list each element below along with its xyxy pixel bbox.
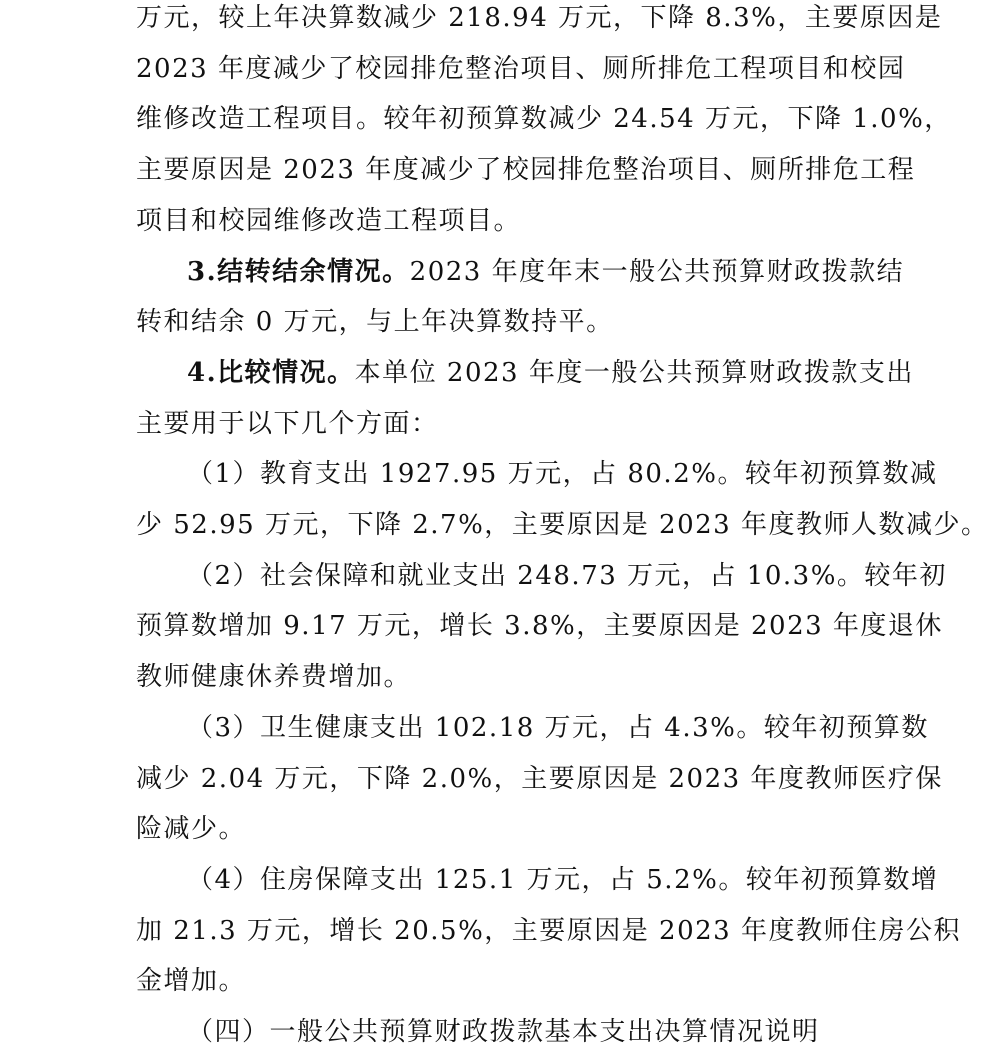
text-line [0, 155, 1000, 185]
line-content [136, 155, 916, 186]
paragraph-text: 金增加。 [136, 966, 247, 997]
text-line [0, 206, 1000, 236]
line-content [187, 560, 947, 591]
paragraph-text: （3）卫生健康支出 102.18 万元，占 4.3%。较年初预算数 [187, 712, 929, 743]
text-line [0, 561, 1000, 591]
paragraph-text: 教师健康休养费增加。 [136, 662, 412, 693]
line-content [136, 53, 906, 84]
line-content [136, 966, 246, 996]
line-content [136, 3, 943, 33]
text-line [0, 764, 1000, 794]
paragraph-text: 预算数增加 9.17 万元，增长 3.8%，主要原因是 2023 年度退休 [136, 611, 943, 642]
paragraph-text: 主要原因是 2023 年度减少了校园排危整治项目、厕所排危工程 [136, 155, 916, 186]
line-content [136, 104, 952, 135]
paragraph-text: 项目和校园维修改造工程项目。 [136, 205, 522, 236]
paragraph-text: 主要用于以下几个方面： [136, 408, 439, 439]
paragraph-text: 维修改造工程项目。较年初预算数减少 24.54 万元，下降 1.0%， [136, 104, 952, 135]
text-line [0, 611, 1000, 641]
paragraph-text: （四）一般公共预算财政拨款基本支出决算情况说明 [187, 1017, 820, 1047]
line-content [187, 357, 914, 388]
line-content [187, 864, 939, 895]
line-content [136, 611, 943, 642]
line-content [136, 763, 943, 794]
text-line [0, 713, 1000, 743]
line-content [136, 662, 411, 692]
line-content [187, 712, 929, 743]
line-content [136, 206, 521, 236]
line-content [136, 915, 961, 946]
section-heading: 4.比较情况。 [187, 357, 355, 388]
text-line [0, 916, 1000, 946]
paragraph-text: 万元，较上年决算数减少 218.94 万元，下降 8.3%，主要原因是 [136, 3, 943, 33]
line-content [187, 459, 938, 490]
line-content [136, 510, 989, 540]
line-content [187, 256, 905, 287]
paragraph-text: 少 52.95 万元，下降 2.7%，主要原因是 2023 年度教师人数减少。 [136, 510, 989, 540]
section-heading: 3.结转结余情况。 [187, 256, 410, 287]
text-line [0, 510, 1000, 540]
text-line [0, 409, 1000, 439]
text-line [0, 966, 1000, 996]
paragraph-text: （4）住房保障支出 125.1 万元，占 5.2%。较年初预算数增 [187, 864, 939, 895]
paragraph-text: 2023 年度减少了校园排危整治项目、厕所排危工程项目和校园 [136, 53, 906, 84]
paragraph-text: 加 21.3 万元，增长 20.5%，主要原因是 2023 年度教师住房公积 [136, 915, 961, 946]
paragraph-text: 险减少。 [136, 814, 247, 845]
paragraph-text: （2）社会保障和就业支出 248.73 万元，占 10.3%。较年初 [187, 560, 947, 591]
line-content [136, 409, 439, 439]
text-line [0, 459, 1000, 489]
text-line [0, 358, 1000, 388]
paragraph-text: 减少 2.04 万元，下降 2.0%，主要原因是 2023 年度教师医疗保 [136, 763, 943, 794]
text-line [0, 662, 1000, 692]
paragraph-text: （1）教育支出 1927.95 万元，占 80.2%。较年初预算数减 [187, 459, 938, 490]
paragraph-text: 本单位 2023 年度一般公共预算财政拨款支出 [354, 357, 914, 388]
paragraph-text: 2023 年度年末一般公共预算财政拨款结 [409, 256, 905, 287]
text-line [0, 257, 1000, 287]
text-line [0, 814, 1000, 844]
paragraph-text: 转和结余 0 万元，与上年决算数持平。 [136, 307, 614, 338]
line-content [136, 307, 614, 337]
text-line [0, 104, 1000, 134]
text-line [0, 865, 1000, 895]
text-line [0, 307, 1000, 337]
line-content [136, 814, 246, 844]
text-line [0, 54, 1000, 84]
text-line [0, 3, 1000, 33]
